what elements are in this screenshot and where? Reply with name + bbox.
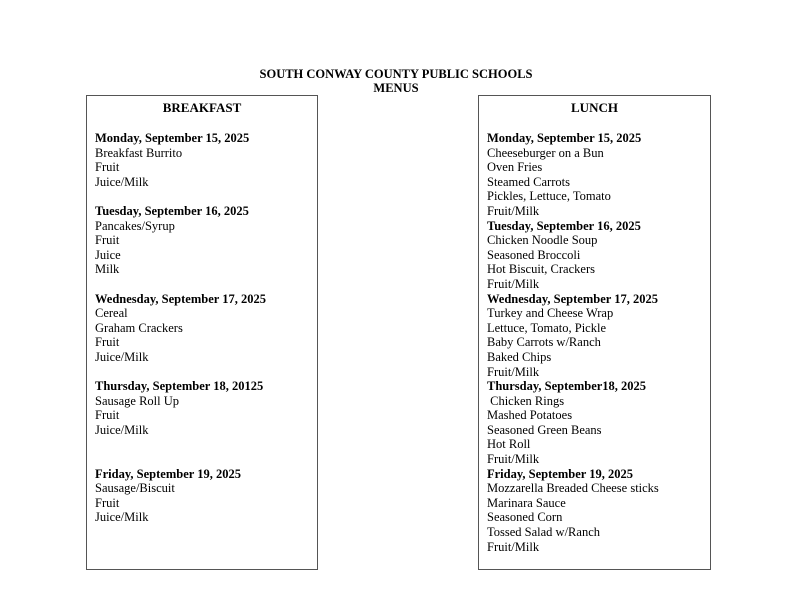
day-heading: Tuesday, September 16, 2025 <box>95 203 249 218</box>
menu-item: Fruit <box>95 160 120 175</box>
document-title: SOUTH CONWAY COUNTY PUBLIC SCHOOLS <box>259 67 533 81</box>
menu-item: Fruit/Milk <box>487 452 540 467</box>
menu-item: Mashed Potatoes <box>487 408 573 423</box>
menu-item: Chicken Rings <box>487 393 565 408</box>
day-heading: Monday, September 15, 2025 <box>487 131 642 145</box>
day-heading: Wednesday, September 17, 2025 <box>487 291 658 306</box>
lunch-day-wednesday <box>487 292 706 380</box>
breakfast-title: BREAKFAST <box>162 100 242 115</box>
lunch-title: LUNCH <box>571 100 618 115</box>
breakfast-day-thursday <box>95 379 313 437</box>
menu-item: Sausage Roll Up <box>95 393 180 408</box>
menu-item: Sausage/Biscuit <box>95 481 175 496</box>
menu-item: Cereal <box>95 306 128 321</box>
menu-item: Breakfast Burrito <box>95 145 183 160</box>
menu-item: Fruit/Milk <box>487 276 540 291</box>
menu-item: Oven Fries <box>487 160 543 175</box>
menu-item: Milk <box>95 262 120 277</box>
menu-item: Juice <box>95 247 121 262</box>
lunch-day-tuesday <box>487 219 706 292</box>
menu-item: Fruit <box>95 495 120 510</box>
day-heading: Thursday, September 18, 20125 <box>95 379 264 394</box>
menu-item: Fruit/Milk <box>487 364 540 379</box>
day-heading: Monday, September 15, 2025 <box>95 131 250 145</box>
menu-item: Cheeseburger on a Bun <box>487 145 604 160</box>
menu-item: Fruit/Milk <box>487 539 540 554</box>
menu-item: Lettuce, Tomato, Pickle <box>487 320 607 335</box>
day-heading: Friday, September 19, 2025 <box>95 466 241 481</box>
menu-item: Mozzarella Breaded Cheese sticks <box>487 481 659 496</box>
menu-item: Chicken Noodle Soup <box>487 233 598 248</box>
menu-item: Fruit/Milk <box>487 203 540 218</box>
breakfast-day-monday <box>95 131 313 189</box>
lunch-menu-box <box>478 95 711 570</box>
menu-item: Juice/Milk <box>95 174 149 189</box>
menu-item: Fruit <box>95 408 120 423</box>
menu-item: Tossed Salad w/Ranch <box>487 525 600 540</box>
menu-item: Marinara Sauce <box>487 495 566 510</box>
breakfast-day-friday <box>95 467 313 525</box>
day-heading: Thursday, September18, 2025 <box>487 379 647 394</box>
menu-item: Baked Chips <box>487 349 552 364</box>
lunch-day-friday <box>487 467 706 555</box>
breakfast-day-wednesday <box>95 292 313 365</box>
breakfast-menu-box <box>86 95 318 570</box>
menu-item: Juice/Milk <box>95 510 149 525</box>
menu-item: Juice/Milk <box>95 349 149 364</box>
breakfast-entries <box>95 131 313 525</box>
day-heading: Tuesday, September 16, 2025 <box>487 218 641 233</box>
menu-item: Seasoned Broccoli <box>487 247 581 262</box>
day-heading: Wednesday, September 17, 2025 <box>95 291 266 306</box>
lunch-day-thursday <box>487 379 706 467</box>
menu-item: Turkey and Cheese Wrap <box>487 306 614 321</box>
menu-item: Hot Biscuit, Crackers <box>487 262 595 277</box>
day-heading: Friday, September 19, 2025 <box>487 466 633 481</box>
menu-item: Seasoned Green Beans <box>487 422 602 437</box>
menu-item: Steamed Carrots <box>487 174 570 189</box>
menu-item: Fruit <box>95 335 120 350</box>
menu-item: Seasoned Corn <box>487 510 563 525</box>
menu-item: Juice/Milk <box>95 422 149 437</box>
document-subtitle: MENUS <box>373 81 419 95</box>
menu-item: Pickles, Lettuce, Tomato <box>487 189 611 204</box>
menu-item: Pancakes/Syrup <box>95 218 175 233</box>
menu-item: Fruit <box>95 233 120 248</box>
menu-item: Baby Carrots w/Ranch <box>487 335 601 350</box>
menu-item: Hot Roll <box>487 437 531 452</box>
menu-item: Graham Crackers <box>95 320 183 335</box>
lunch-entries <box>487 131 706 554</box>
lunch-day-monday <box>487 131 706 219</box>
breakfast-day-tuesday <box>95 204 313 277</box>
